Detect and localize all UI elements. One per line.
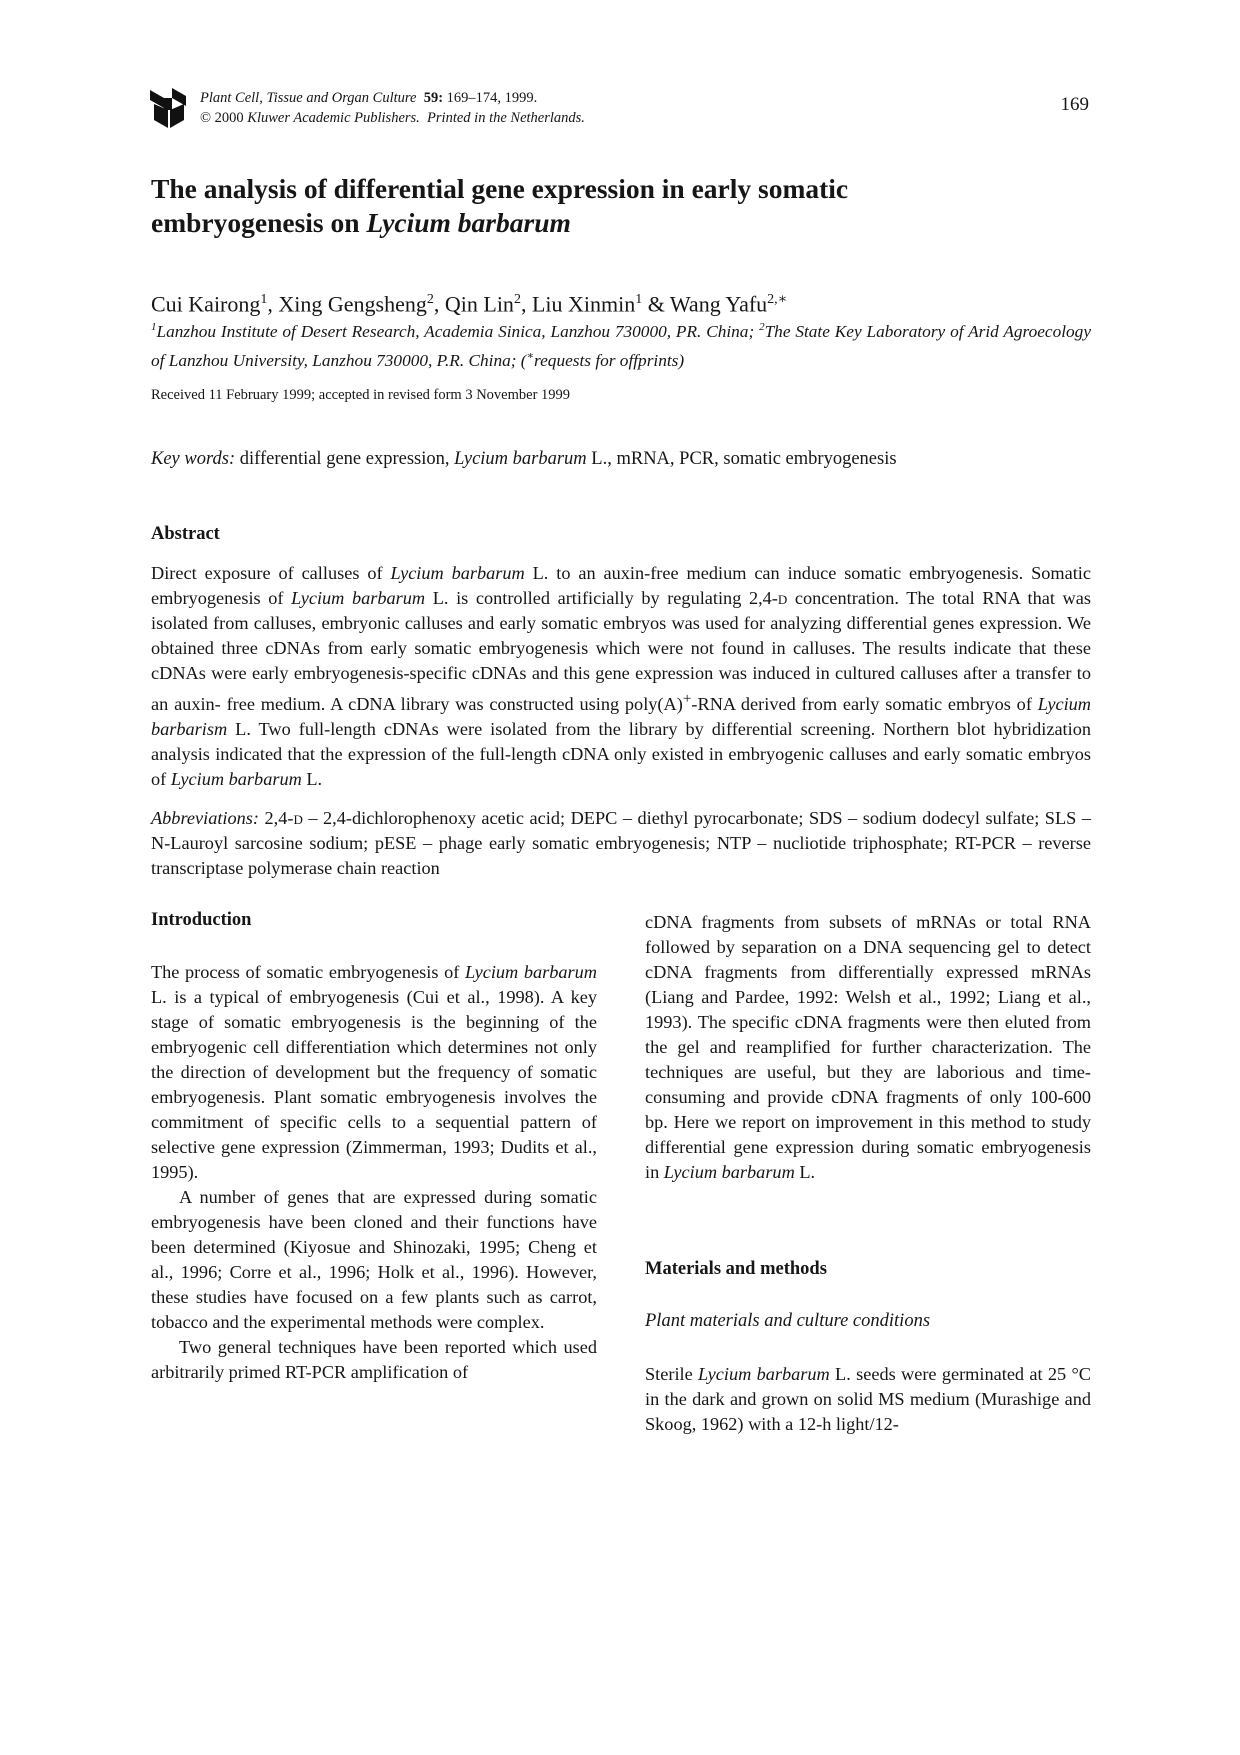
journal-pages: 169–174, 1999.: [446, 90, 538, 106]
journal-name: Plant Cell, Tissue and Organ Culture: [200, 90, 417, 106]
species-name: Lycium barbarum: [170, 769, 302, 790]
author-affil-sup: 1: [260, 292, 268, 307]
title-line-2: embryogenesis on: [151, 207, 367, 238]
author-affil-sup: 2: [426, 292, 434, 307]
materials-subheading: Plant materials and culture conditions: [645, 1311, 931, 1331]
intro-paragraph-4: [645, 910, 1091, 1185]
materials-body: [645, 1362, 1091, 1437]
abstract-span: -RNA derived from early somatic embryos of: [691, 694, 1038, 715]
keywords-species: Lycium barbarum: [454, 449, 587, 469]
affil-text: requests for offprints): [534, 350, 685, 370]
author-affil-sup: 1: [635, 292, 643, 307]
publisher: Kluwer Academic Publishers.: [247, 110, 420, 126]
author-list: [151, 286, 787, 318]
right-column: [645, 910, 1091, 1185]
author-affil-sup: 2,∗: [767, 292, 788, 307]
author: & Wang Yafu: [642, 291, 768, 317]
keywords-text: differential gene expression,: [235, 449, 455, 469]
abstract-body: [151, 561, 1091, 792]
abbreviations: [151, 806, 1091, 881]
abbreviations-text: – 2,4-dichlorophenoxy acetic acid; DEPC – diethyl pyrocarbonate; SDS – sodium dodecyl sulfate; SLS – N-Lauroyl sarcosine sodium; pESE – phage early somatic embryogenesis; NTP – nucliotide triphosphate; RT-PCR – reverse transcriptase polymerase chain reaction: [151, 808, 1091, 878]
abstract-heading: Abstract: [151, 524, 220, 544]
abstract-span: concentration. The total RNA that was isolated from calluses, embryonic calluses and early somatic embryos was used for analyzing differential genes expression. We obtained three cDNAs from early somatic embryogenesis which were not found in calluses. The results indicate that these cDNAs were early embryogenesis-specific cDNAs and this gene expression was induced in cultured calluses after a transfer to an auxin- free medium. A cDNA library was constructed using poly(A): [151, 588, 1091, 715]
intro-paragraph-1: [151, 960, 597, 1185]
text-span: L. is a typical of embryogenesis (Cui et al., 1998). A key stage of somatic embryogenesis is the beginning of the embryogenic cell differentiation which determines not only the direction of development but the frequency of somatic embryogenesis. Plant somatic embryogenesis involves the commitment of specific cells to a sequential pattern of selective gene expression (Zimmerman, 1993; Dudits et al., 1995).: [151, 987, 597, 1182]
materials-paragraph-1: [645, 1362, 1091, 1437]
species-name: Lycium barbarism: [151, 694, 1091, 740]
introduction-heading: Introduction: [151, 910, 252, 930]
abstract-span: L. Two full-length cDNAs were isolated from the library by differential screening. Northern blot hybridization analysis indicated that the expression of the full-length cDNA only existed in embryogenic calluses and early somatic embryos of: [151, 719, 1091, 790]
publisher-logo-icon: [150, 88, 186, 128]
species-name: Lycium barbarum: [698, 1364, 830, 1384]
author: , Xing Gengsheng: [267, 291, 427, 317]
abbreviations-text: 2,4-: [258, 808, 294, 828]
page-number: 169: [1060, 94, 1089, 115]
species-name: Lycium barbarum: [663, 1162, 795, 1182]
superscript-plus: +: [682, 690, 692, 707]
abbreviations-label: Abbreviations:: [151, 808, 259, 828]
smallcap-d: d: [293, 808, 303, 828]
text-span: cDNA fragments from subsets of mRNAs or total RNA followed by separation on a DNA sequencing gel to detect cDNA fragments from differentially expressed mRNAs (Liang and Pardee, 1992: Welsh et al., 1992; Liang et al., 1993). The specific cDNA fragments were then eluted from the gel and reamplified for further characterization. The techniques are useful, but they are laborious and time-consuming and provide cDNA fragments of only 100-600 bp. Here we report on improvement in this method to study differential gene expression during somatic embryogenesis in: [645, 912, 1091, 1182]
text-span: Sterile: [645, 1364, 699, 1384]
text-span: L.: [794, 1162, 816, 1182]
affil-star: ∗: [526, 349, 535, 362]
abstract-span: L.: [301, 769, 323, 790]
author-affil-sup: 2: [513, 292, 521, 307]
materials-heading: Materials and methods: [645, 1259, 827, 1279]
abstract-span: L. to an auxin-free medium can induce somatic embryogenesis. Somatic embryogenesis of: [151, 563, 1091, 608]
printed-location: Printed in the Netherlands.: [427, 110, 585, 126]
affil-sup: 1: [151, 321, 157, 333]
journal-volume: 59:: [423, 90, 444, 106]
affil-sup: 2: [759, 321, 765, 333]
journal-citation: [200, 88, 585, 128]
affil-text: The State Key Laboratory of Arid Agroecology of Lanzhou University, Lanzhou 730000, P.R. China; (: [151, 321, 1091, 370]
keywords-label: Key words:: [151, 449, 236, 469]
article-title: [151, 172, 1091, 240]
left-column: [151, 960, 597, 1385]
intro-paragraph-3: Two general techniques have been reported which used arbitrarily primed RT-PCR amplification of: [151, 1337, 597, 1382]
author: Cui Kairong: [151, 291, 261, 317]
intro-paragraph-2: A number of genes that are expressed during somatic embryogenesis have been cloned and their functions have been determined (Kiyosue and Shinozaki, 1995; Cheng et al., 1996; Corre et al., 1996; Holk et al., 1996). However, these studies have focused on a few plants such as carrot, tobacco and the experimental methods were complex.: [151, 1187, 597, 1332]
species-name: Lycium barbarum: [464, 962, 597, 982]
author: , Qin Lin: [433, 291, 514, 317]
affiliations: [151, 315, 1091, 373]
abstract-span: Direct exposure of calluses of: [151, 563, 391, 583]
author: , Liu Xinmin: [520, 291, 636, 317]
copyright: © 2000: [200, 110, 244, 126]
text-span: L. seeds were germinated at 25 °C in the dark and grown on solid MS medium (Murashige and Skoog, 1962) with a 12-h light/12-: [645, 1364, 1091, 1434]
text-span: The process of somatic embryogenesis of: [151, 962, 465, 982]
keywords-text: L., mRNA, PCR, somatic embryogenesis: [586, 449, 897, 469]
keywords: [151, 449, 897, 470]
title-species: Lycium barbarum: [366, 207, 571, 238]
affil-text: Lanzhou Institute of Desert Research, Academia Sinica, Lanzhou 730000, PR. China;: [156, 321, 760, 341]
title-line-1: The analysis of differential gene expression in early somatic: [151, 173, 849, 204]
abstract-span: L. is controlled artificially by regulating 2,4-: [425, 588, 778, 608]
species-name: Lycium barbarum: [291, 588, 426, 608]
received-dates: Received 11 February 1999; accepted in revised form 3 November 1999: [151, 387, 571, 403]
smallcap-d: d: [777, 588, 788, 608]
species-name: Lycium barbarum: [390, 563, 525, 583]
